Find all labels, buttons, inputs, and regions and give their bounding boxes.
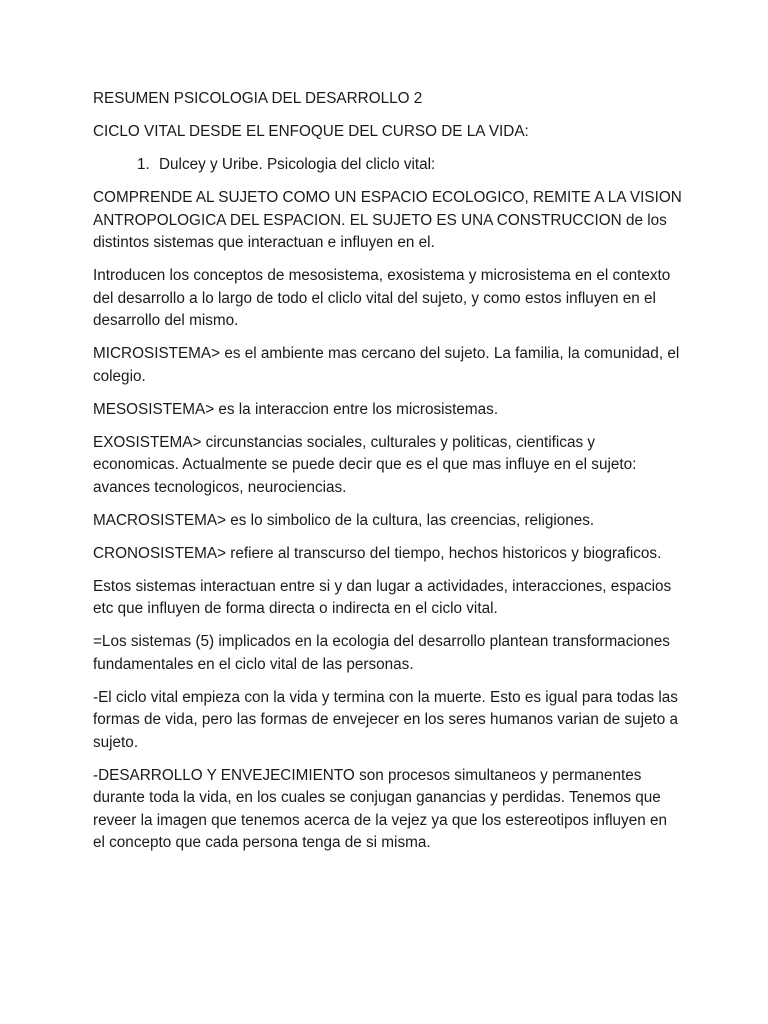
- list-item-number: 1.: [137, 156, 150, 173]
- section-heading: CICLO VITAL DESDE EL ENFOQUE DEL CURSO DE LA VIDA:: [93, 123, 529, 140]
- document-title: RESUMEN PSICOLOGIA DEL DESARROLLO 2: [93, 90, 423, 107]
- paragraph-life-cycle: -El ciclo vital empieza con la vida y termina con la muerte. Esto es igual para todas las formas de vida, pero las formas de envejecer en los seres humanos varian de sujeto a sujeto.: [93, 688, 678, 751]
- paragraph-microsistema: MICROSISTEMA> es el ambiente mas cercano del sujeto. La familia, la comunidad, el colegio.: [93, 345, 680, 385]
- list-item-text: Dulcey y Uribe. Psicologia del cliclo vital:: [159, 156, 436, 173]
- document-body: [93, 88, 683, 865]
- paragraph-cronosistema: CRONOSISTEMA> refiere al transcurso del tiempo, hechos historicos y biograficos.: [93, 544, 662, 562]
- list-item: [93, 154, 683, 177]
- paragraph-mesosistema: MESOSISTEMA> es la interaccion entre los microsistemas.: [93, 400, 499, 418]
- paragraph-macrosistema: MACROSISTEMA> es lo simbolico de la cultura, las creencias, religiones.: [93, 511, 595, 529]
- paragraph-development-aging: -DESARROLLO Y ENVEJECIMIENTO son procesos simultaneos y permanentes durante toda la vida, en los cuales se conjugan ganancias y perdidas. Tenemos que reveer la imagen que tenemos acerca de la vejez ya que los estereotipos influyen en el concepto que cada persona tenga de si misma.: [93, 766, 667, 851]
- numbered-list: [93, 154, 683, 177]
- paragraph-five-systems: =Los sistemas (5) implicados en la ecologia del desarrollo plantean transformaciones fundamentales en el ciclo vital de las personas.: [93, 633, 670, 673]
- paragraph-ecological-space: COMPRENDE AL SUJETO COMO UN ESPACIO ECOLOGICO, REMITE A LA VISION ANTROPOLOGICA DEL ESPACION. EL SUJETO ES UNA CONSTRUCCION de los distintos sistemas que interactuan e influyen en el.: [93, 189, 682, 251]
- paragraph-concepts: Introducen los conceptos de mesosistema, exosistema y microsistema en el contexto del desarrollo a lo largo de todo el cliclo vital del sujeto, y como estos influyen en el desarrollo del mismo.: [93, 267, 671, 329]
- paragraph-systems-interaction: Estos sistemas interactuan entre si y dan lugar a actividades, interacciones, espacios etc que influyen de forma directa o indirecta en el ciclo vital.: [93, 577, 672, 617]
- paragraph-exosistema: EXOSISTEMA> circunstancias sociales, culturales y politicas, cientificas y economicas. Actualmente se puede decir que es el que mas influye en el sujeto: avances tecnologicos, neurociencias.: [93, 433, 637, 496]
